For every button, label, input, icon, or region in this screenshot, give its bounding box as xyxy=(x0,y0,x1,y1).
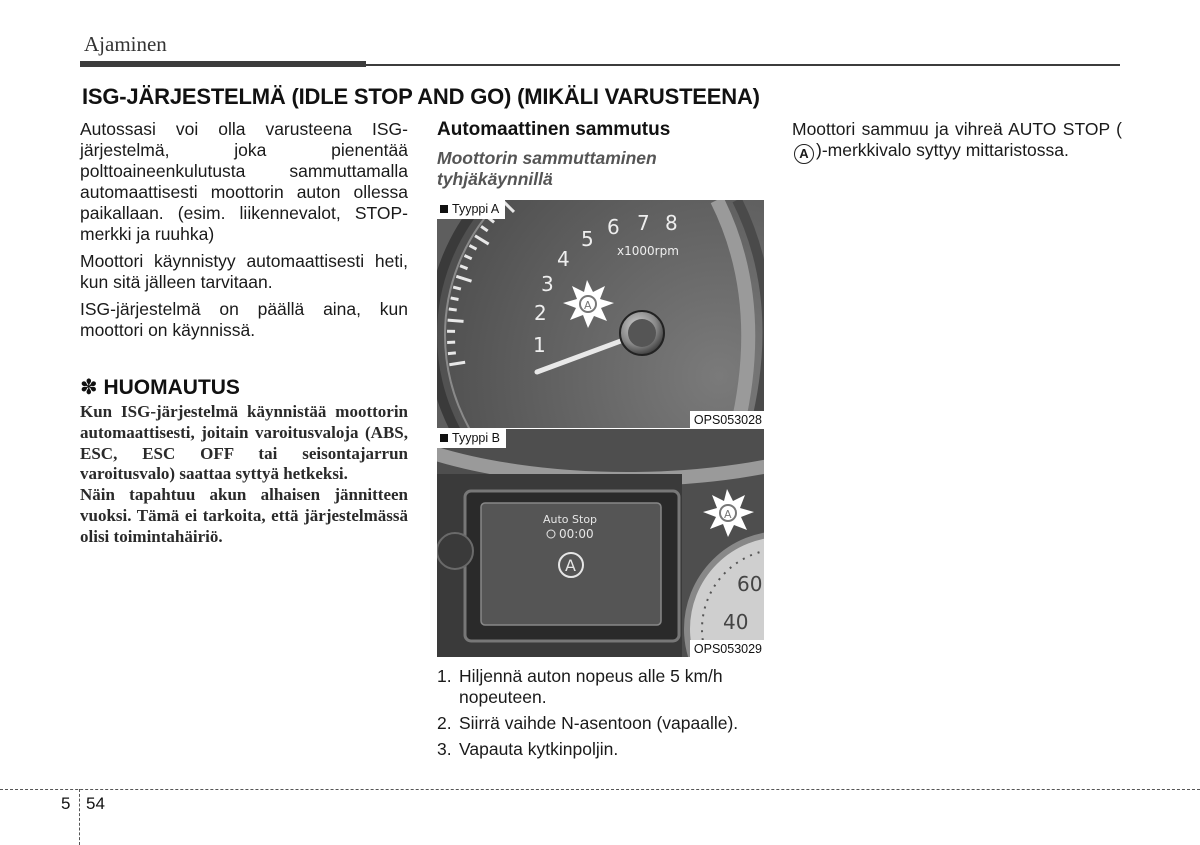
list-item xyxy=(437,666,767,708)
tick-mark xyxy=(453,287,461,289)
tick-mark xyxy=(448,353,456,354)
tick-label: 1 xyxy=(533,333,546,357)
tick-label: 3 xyxy=(541,272,554,296)
paragraph-restart: Moottori käynnistyy automaattisesti heti, kun sitä jälleen tarvitaan. xyxy=(80,251,408,292)
step-text: Siirrä vaihde N-asentoon (vapaalle). xyxy=(459,713,739,733)
note-title: HUOMAUTUS xyxy=(103,376,240,399)
display-symbol: A xyxy=(565,556,576,575)
footer-rule xyxy=(0,789,1200,790)
note-paragraph: Kun ISG-järjestelmä käynnistää moottorin automaattisesti, joitain varoitusvaloja (ABS, ESC, ESC OFF tai seisontajarrun varoitusvalo) saattaa syttyä hetkeksi. xyxy=(80,402,408,484)
header-rule-thick xyxy=(80,61,366,67)
note-body xyxy=(80,402,408,548)
tick-label: 4 xyxy=(557,247,570,271)
page-number: 54 xyxy=(86,794,105,813)
tick-label: 6 xyxy=(607,215,620,239)
chapter-title: Ajaminen xyxy=(84,32,167,56)
step-number: 3. xyxy=(437,739,452,759)
paragraph-isg-on: ISG-järjestelmä on päällä aina, kun moottori on käynnissä. xyxy=(80,299,408,340)
note-heading xyxy=(80,377,408,398)
figure-label xyxy=(437,200,505,219)
cluster-display-illustration xyxy=(437,429,764,657)
figure-type-a xyxy=(437,200,764,428)
step-number: 1. xyxy=(437,666,452,686)
tick-mark xyxy=(448,320,464,321)
tick-mark xyxy=(451,298,459,300)
steps-list xyxy=(437,666,767,765)
figure-label-text: Tyyppi B xyxy=(452,431,500,445)
figure-code: OPS053029 xyxy=(690,640,764,657)
rpm-unit-label: x1000rpm xyxy=(617,244,679,258)
list-item xyxy=(437,739,767,760)
paragraph-intro: Autossasi voi olla varusteena ISG-järjestelmä, joka pienentää polttoaineenkulutusta sammuttamalla automaattisesti moottorin auton ollessa paikallaan. (esim. liikennevalot, STOP-merkki ja ruuhka) xyxy=(80,119,408,244)
subsection-heading: Automaattinen sammutus xyxy=(437,119,671,140)
column-left xyxy=(80,119,408,548)
auto-stop-icon: A xyxy=(794,144,814,164)
paragraph-engine-stop xyxy=(792,119,1122,164)
subsection-subheading: Moottorin sammuttaminen tyhjäkäynnillä xyxy=(437,148,657,189)
step-text: Vapauta kytkinpoljin. xyxy=(459,739,619,759)
figure-type-b xyxy=(437,429,764,657)
label-square-icon xyxy=(440,205,448,213)
footer-divider xyxy=(79,789,80,845)
column-right xyxy=(792,119,1122,170)
label-square-icon xyxy=(440,434,448,442)
chapter-number: 5 xyxy=(61,794,71,813)
step-number: 2. xyxy=(437,713,452,733)
paragraph-text: Moottori sammuu ja vihreä AUTO STOP ( xyxy=(792,119,1122,139)
tick-label: 7 xyxy=(637,211,650,235)
figure-label-text: Tyyppi A xyxy=(452,202,500,216)
step-text: Hiljennä auton nopeus alle 5 km/h nopeuteen. xyxy=(459,666,723,707)
list-item xyxy=(437,713,767,734)
tick-label: 8 xyxy=(665,211,678,235)
column-middle xyxy=(437,119,767,190)
header-rule-thin xyxy=(366,64,1120,66)
figure-label xyxy=(437,429,506,448)
tick-label: 5 xyxy=(581,227,594,251)
tick-label: 2 xyxy=(534,301,547,325)
svg-text:A: A xyxy=(584,299,592,312)
figure-code: OPS053028 xyxy=(690,411,764,428)
note-symbol-icon: ✽ xyxy=(80,376,98,399)
speed-tick-label: 60 xyxy=(737,572,763,596)
paragraph-text: )-merkkivalo syttyy mittaristossa. xyxy=(816,140,1069,160)
display-title: Auto Stop xyxy=(543,513,598,526)
tachometer-illustration xyxy=(437,200,764,428)
display-time: 00:00 xyxy=(559,527,594,541)
note-paragraph: Näin tapahtuu akun alhaisen jännitteen vuoksi. Tämä ei tarkoita, että järjestelmässä olisi toimintahäiriö. xyxy=(80,485,408,546)
svg-text:A: A xyxy=(724,508,732,521)
speed-tick-label: 40 xyxy=(723,610,749,634)
section-title: ISG-JÄRJESTELMÄ (IDLE STOP AND GO) (MIKÄLI VARUSTEENA) xyxy=(82,84,760,109)
tick-mark xyxy=(449,309,457,310)
